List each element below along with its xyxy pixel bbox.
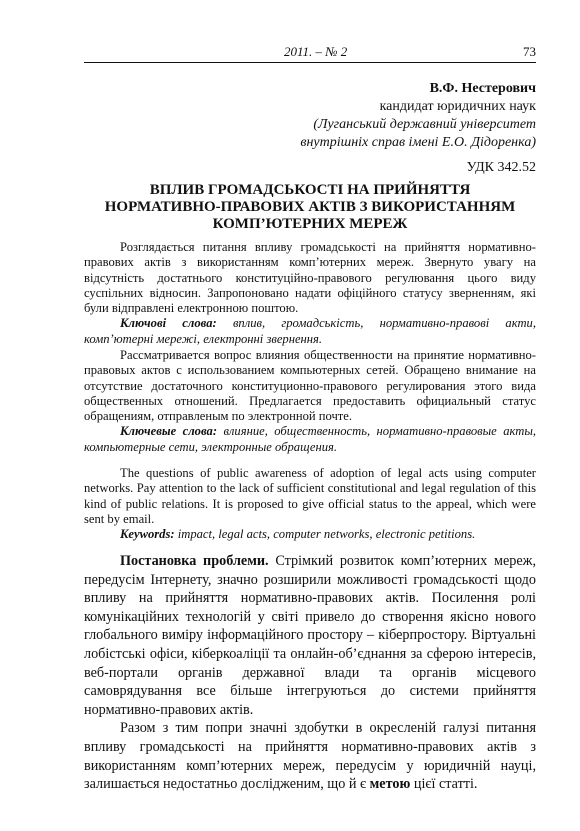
body-paragraph-1-text: Стрімкий розвиток комп’ютерних мереж, передусім Інтернету, значно розширили можливості громадськості щодо впливу на прийняття нормативно-правових актів. Посилення ролі комунікаційних технологій у світі привело до створення якісно нового глобального виміру інформаційного простору – кіберпростору. Віртуальні лобістські офіси, кіберкоаліції та онлайн-об’єднання за сферою інтересів, веб-портали органів державної влади та органів місцевого самоврядування все більше інтегруються до системи прийняття нормативно-правових актів. xyxy=(84,553,536,718)
keywords-ru-label: Ключевые слова: xyxy=(120,424,218,439)
title-line-2: НОРМАТИВНО-ПРАВОВИХ АКТІВ З ВИКОРИСТАННЯМ xyxy=(104,199,516,215)
running-header xyxy=(84,44,536,60)
body-paragraph-2-end: цієї статті. xyxy=(410,776,478,793)
article-title xyxy=(84,182,536,233)
author-block xyxy=(300,80,536,152)
keywords-uk-list: вплив, громадськість, нормативно-правові акти, комп’ютерні мережі, електронні звернення. xyxy=(84,316,536,346)
abstract-ru-text: Рассматривается вопрос влияния общественности на принятие нормативно-правовых актов с использованием компьютерных сетей. Обращено внимание на отсутствие достаточного конституционно-правового регулирования этого вида общественных отношений. Предлагается предоставить официальный статус обращениям, отправленым по электронной почте. xyxy=(84,348,536,424)
abstract-english xyxy=(84,466,536,542)
keywords-en xyxy=(84,527,536,542)
keywords-uk-label: Ключові слова: xyxy=(120,316,217,331)
abstract-russian xyxy=(84,348,536,455)
author-degree: кандидат юридичних наук xyxy=(379,99,536,114)
keywords-uk xyxy=(84,316,536,347)
header-rule xyxy=(84,62,536,63)
author-affiliation-line2: внутрішніх справ імені Е.О. Дідоренка) xyxy=(300,135,536,150)
body-paragraph-1 xyxy=(84,552,536,719)
keywords-en-label: Keywords: xyxy=(120,527,175,542)
body-paragraph-2-text: Разом з тим попри значні здобутки в окресленій галузі питання впливу громадськості на прийняття нормативно-правових актів з використанням комп’ютерних мереж, передусім у юридичній науці, залишається недостатньо дослідженим, що й є xyxy=(84,720,536,793)
udk-code: УДК 342.52 xyxy=(466,160,536,175)
title-line-1: ВПЛИВ ГРОМАДСЬКОСТІ НА ПРИЙНЯТТЯ xyxy=(149,182,471,198)
keywords-ru-list: влияние, общественность, нормативно-правовые акты, компьютерные сети, электронные обращения. xyxy=(84,424,537,454)
abstract-uk-text: Розглядається питання впливу громадськості на прийняття нормативно-правових актів з використанням комп’ютерних мереж. Звернуто увагу на відсутність достатнього конституційно-правового регулювання цього виду суспільних відносин. Запропоновано надати офіційного статусу зверненням, які були відправлені електронною поштою. xyxy=(84,240,536,316)
keywords-en-list: impact, legal acts, computer networks, electronic petitions. xyxy=(177,527,476,542)
author-affiliation-line1: (Луганський державний університет xyxy=(313,117,536,132)
page-number: 73 xyxy=(523,44,536,59)
title-line-3: КОМП’ЮТЕРНИХ МЕРЕЖ xyxy=(212,216,408,232)
issue-label: 2011. – № 2 xyxy=(284,44,348,59)
author-name: В.Ф. Нестерович xyxy=(429,81,536,96)
keywords-ru xyxy=(84,424,536,455)
body-paragraph-2 xyxy=(84,719,536,793)
section-heading-problem: Постановка проблеми. xyxy=(120,553,269,569)
aim-keyword: метою xyxy=(369,776,411,793)
article-body xyxy=(84,552,536,794)
abstract-en-text: The questions of public awareness of adoption of legal acts using computer networks. Pay attention to the lack of sufficient constitutional and legal regulation of this kind of public relations. It is proposed to give official status to the appeal, which were sent by email. xyxy=(84,466,536,526)
abstract-ukrainian xyxy=(84,240,536,347)
